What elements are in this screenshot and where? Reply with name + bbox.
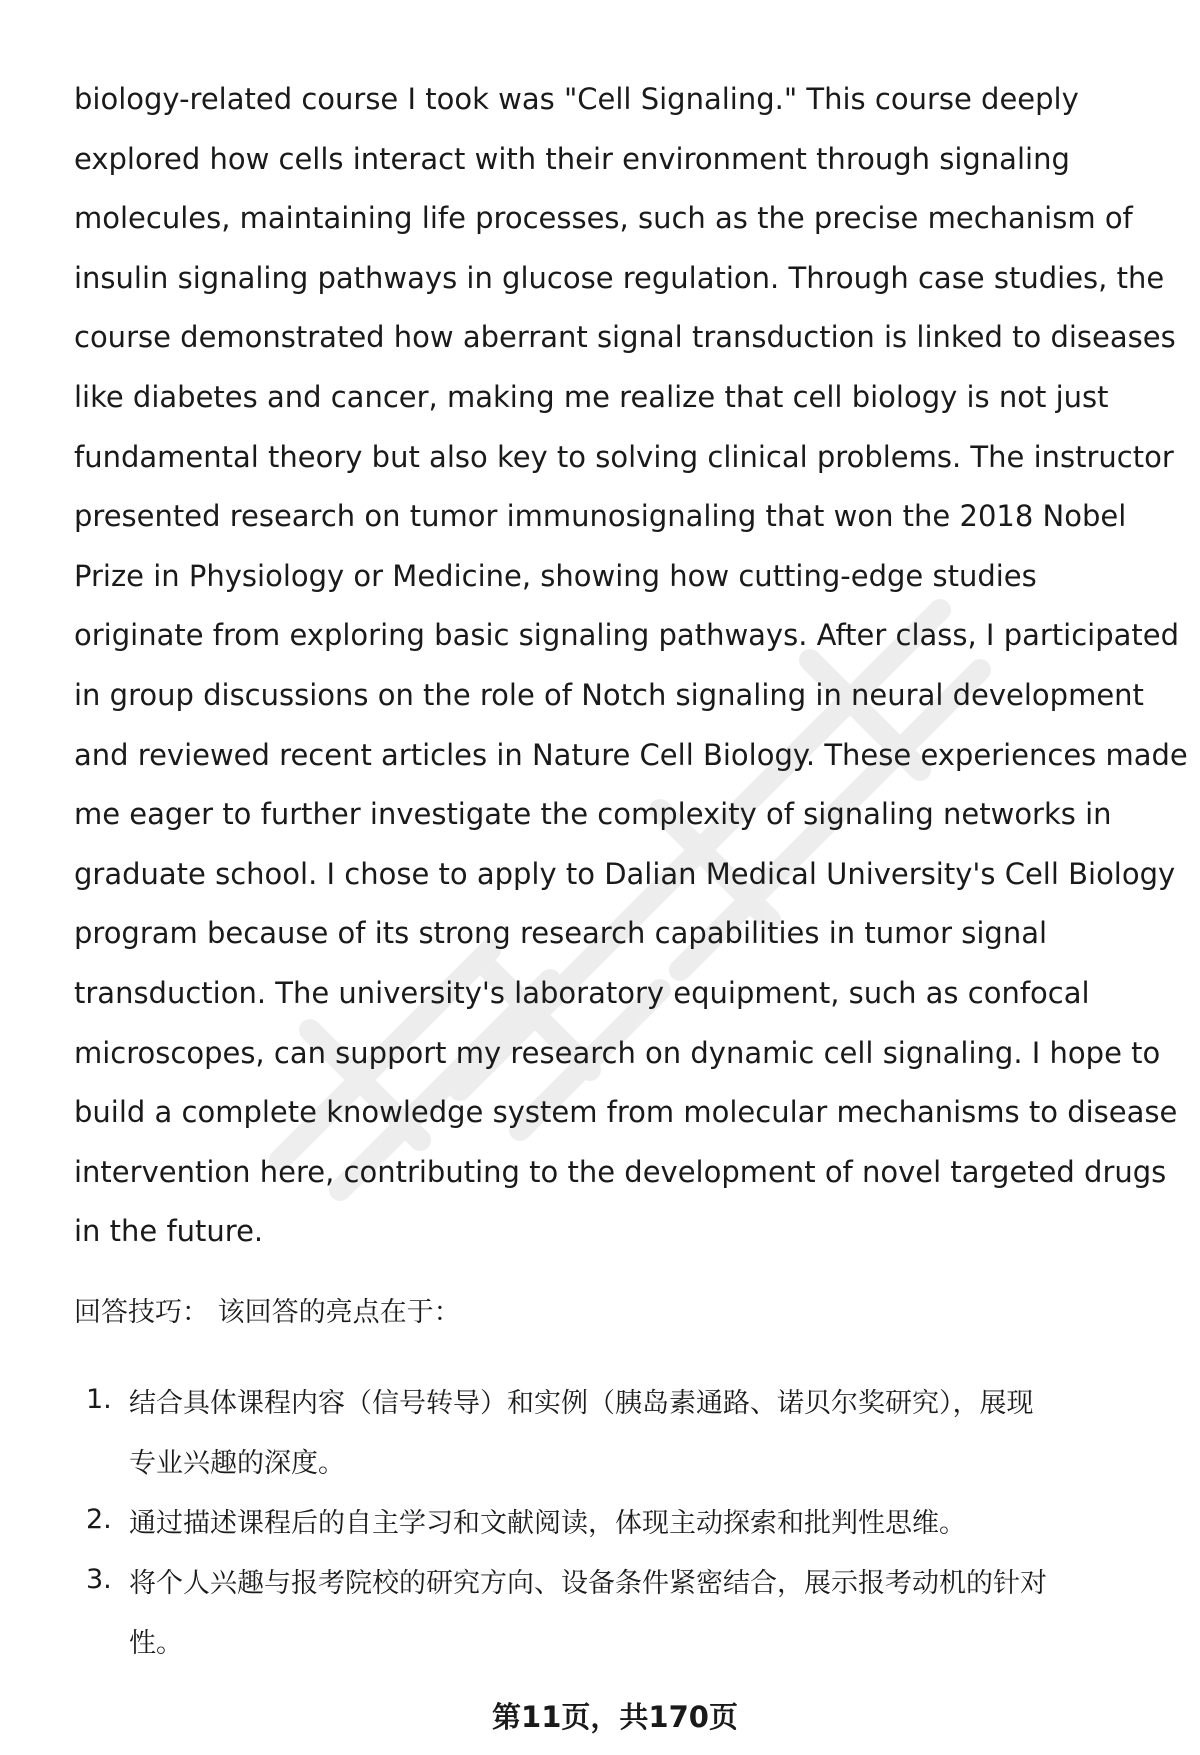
body-line: insulin signaling pathways in glucose regulation. Through case studies, the: [74, 260, 1165, 295]
body-line: intervention here, contributing to the development of novel targeted drugs: [74, 1154, 1167, 1189]
body-line: originate from exploring basic signaling pathways. After class, I participated: [74, 618, 1180, 653]
list-item-number: 1.: [86, 1384, 112, 1415]
body-line: fundamental theory but also key to solving clinical problems. The instructor: [74, 439, 1174, 474]
list-item-line: 将个人兴趣与报考院校的研究方向、设备条件紧密结合，展示报考动机的针对: [129, 1568, 1047, 1599]
body-line: build a complete knowledge system from molecular mechanisms to disease: [74, 1095, 1178, 1130]
tips-heading: 回答技巧： 该回答的亮点在于：: [74, 1297, 461, 1328]
list-item: [74, 1384, 1154, 1504]
body-line: program because of its strong research capabilities in tumor signal: [74, 916, 1048, 951]
body-line: molecules, maintaining life processes, such as the precise mechanism of: [74, 201, 1133, 236]
body-line: explored how cells interact with their environment through signaling: [74, 141, 1070, 176]
body-line: microscopes, can support my research on dynamic cell signaling. I hope to: [74, 1035, 1161, 1070]
list-item-line: 结合具体课程内容（信号转导）和实例（胰岛素通路、诺贝尔奖研究），展现: [129, 1388, 1034, 1419]
list-item: [74, 1504, 1154, 1564]
list-item-line: 性。: [129, 1628, 183, 1659]
body-line: me eager to further investigate the complexity of signaling networks in: [74, 797, 1112, 832]
body-line: transduction. The university's laboratory equipment, such as confocal: [74, 975, 1090, 1010]
body-line: biology-related course I took was "Cell Signaling." This course deeply: [74, 82, 1079, 116]
body-line: graduate school. I chose to apply to Dalian Medical University's Cell Biology: [74, 856, 1176, 891]
list-item-line: 专业兴趣的深度。: [129, 1448, 345, 1479]
list-item: [74, 1564, 1154, 1684]
list-item-number: 3.: [86, 1564, 112, 1595]
body-line: presented research on tumor immunosignaling that won the 2018 Nobel: [74, 499, 1127, 534]
tips-list: [74, 1384, 1154, 1684]
body-line: Prize in Physiology or Medicine, showing how cutting-edge studies: [74, 558, 1037, 593]
list-item-number: 2.: [86, 1504, 112, 1535]
body-line: and reviewed recent articles in Nature Cell Biology. These experiences made: [74, 737, 1188, 772]
list-item-line: 通过描述课程后的自主学习和文献阅读，体现主动探索和批判性思维。: [129, 1508, 966, 1539]
body-line: in the future.: [74, 1214, 264, 1249]
body-paragraph: [74, 70, 1188, 1262]
body-line: course demonstrated how aberrant signal transduction is linked to diseases: [74, 320, 1176, 355]
body-line: like diabetes and cancer, making me realize that cell biology is not just: [74, 379, 1109, 414]
page-number: 第11页，共170页: [492, 1700, 738, 1734]
body-line: in group discussions on the role of Notch signaling in neural development: [74, 677, 1144, 712]
